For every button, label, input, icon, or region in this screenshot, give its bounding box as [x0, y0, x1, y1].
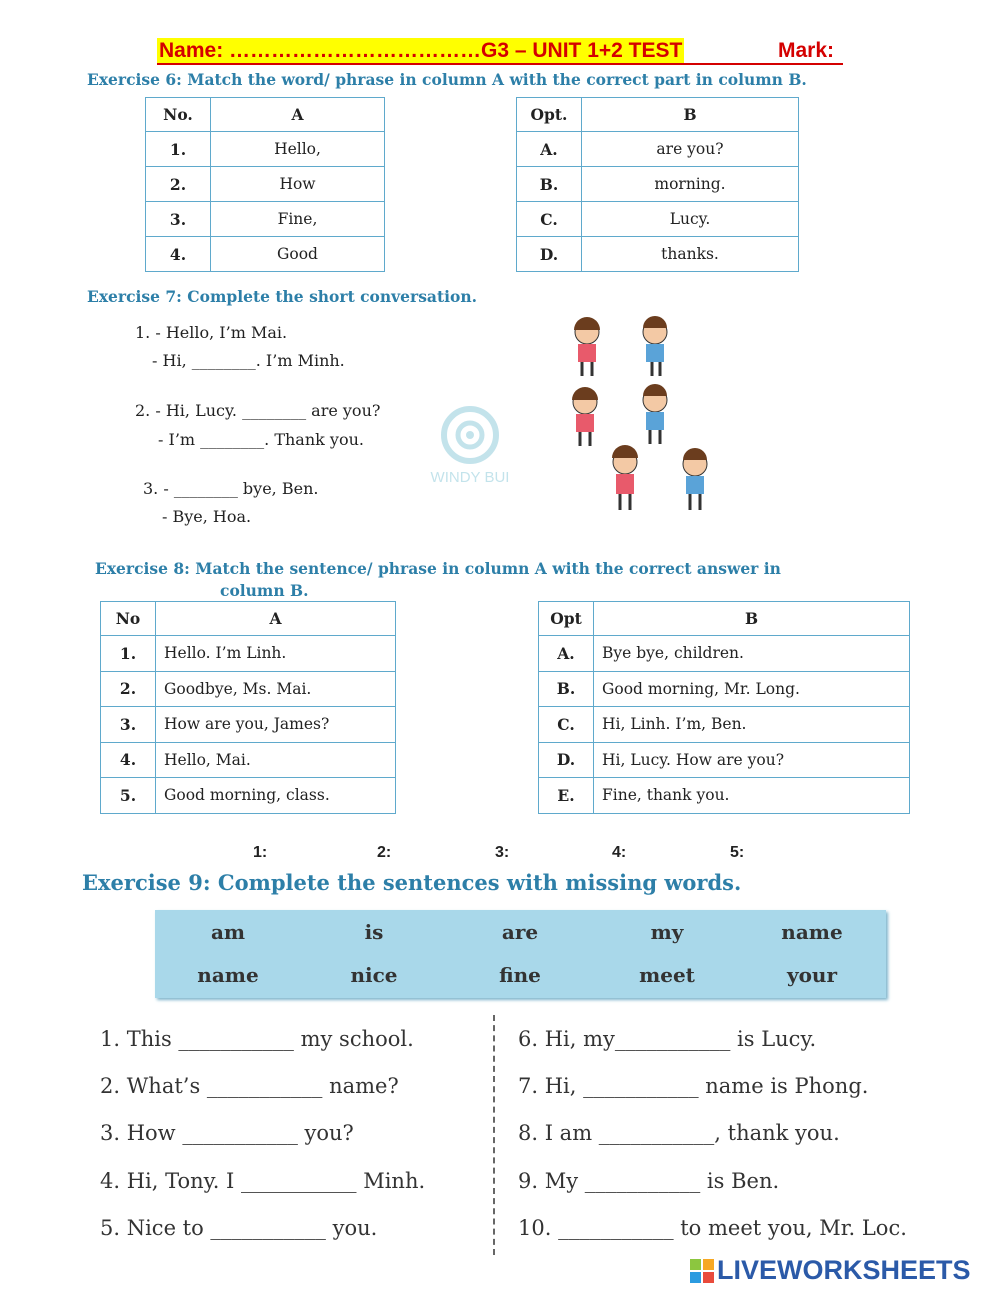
row-text: thanks.	[582, 237, 799, 272]
conversation-line: 3. - ________ bye, Ben.	[143, 479, 319, 498]
logo-text: LIVEWORKSHEETS	[717, 1255, 971, 1285]
word: your	[786, 963, 838, 987]
exercise-6-table-a	[145, 97, 385, 272]
column-header: A	[211, 98, 385, 132]
word: fine	[499, 963, 541, 987]
conversation-line: - Hi, ________. I’m Minh.	[152, 351, 345, 370]
row-text: Hi, Linh. I’m, Ben.	[594, 707, 910, 743]
table-row	[539, 778, 910, 814]
table-header-row	[101, 602, 396, 636]
watermark-logo	[425, 405, 515, 486]
exercise-6-table-b	[516, 97, 799, 272]
table-row	[517, 237, 799, 272]
answer-slot-3[interactable]: 3:	[495, 844, 510, 861]
row-text: are you?	[582, 132, 799, 167]
exercise-8-title: Exercise 8: Match the sentence/ phrase in column A with the correct answer in	[95, 559, 781, 578]
exercise-8-table-a	[100, 601, 396, 814]
row-number: 4.	[101, 742, 156, 778]
word: meet	[639, 963, 695, 987]
word: nice	[350, 963, 398, 987]
sentence-9: 9. My ___________ is Ben.	[518, 1169, 780, 1193]
table-row	[146, 237, 385, 272]
word: am	[210, 920, 246, 944]
children-illustration	[560, 312, 760, 542]
row-text: Fine, thank you.	[594, 778, 910, 814]
row-text: Good	[211, 237, 385, 272]
exercise-9-title: Exercise 9: Complete the sentences with missing words.	[82, 870, 742, 895]
table-header-row	[517, 98, 799, 132]
answer-slot-4[interactable]: 4:	[612, 844, 627, 861]
table-row	[517, 167, 799, 202]
row-number: D.	[517, 237, 582, 272]
row-number: E.	[539, 778, 594, 814]
exercise-7-title: Exercise 7: Complete the short conversation.	[87, 287, 478, 306]
row-number: A.	[517, 132, 582, 167]
sentence-5: 5. Nice to ___________ you.	[100, 1216, 378, 1240]
watermark-text: WINDY BUI	[430, 469, 510, 486]
column-header: B	[582, 98, 799, 132]
row-number: 3.	[146, 202, 211, 237]
row-number: 4.	[146, 237, 211, 272]
conversation-line: 1. - Hello, I’m Mai.	[135, 323, 288, 342]
row-text: Lucy.	[582, 202, 799, 237]
table-row	[101, 742, 396, 778]
table-row	[517, 202, 799, 237]
row-number: D.	[539, 742, 594, 778]
row-number: 1.	[146, 132, 211, 167]
answer-slot-1[interactable]: 1:	[253, 844, 268, 861]
row-text: Hi, Lucy. How are you?	[594, 742, 910, 778]
table-row	[101, 778, 396, 814]
table-row	[517, 132, 799, 167]
row-number: C.	[517, 202, 582, 237]
column-header: A	[156, 602, 396, 636]
word: name	[781, 920, 843, 944]
row-text: Fine,	[211, 202, 385, 237]
word: is	[364, 920, 384, 944]
sentence-8: 8. I am ___________, thank you.	[518, 1121, 840, 1145]
table-row	[146, 167, 385, 202]
row-text: Hello, Mai.	[156, 742, 396, 778]
row-number: 5.	[101, 778, 156, 814]
sentence-3: 3. How ___________ you?	[100, 1121, 354, 1145]
row-text: Good morning, Mr. Long.	[594, 671, 910, 707]
table-row	[146, 202, 385, 237]
row-text: How are you, James?	[156, 707, 396, 743]
row-number: B.	[539, 671, 594, 707]
table-row	[539, 636, 910, 672]
exercise-8-title-cont: column B.	[220, 581, 309, 600]
sentence-7: 7. Hi, ___________ name is Phong.	[518, 1074, 869, 1098]
liveworksheets-logo	[690, 1255, 971, 1286]
table-header-row	[146, 98, 385, 132]
sentence-1: 1. This ___________ my school.	[100, 1027, 414, 1051]
row-number: B.	[517, 167, 582, 202]
row-number: 3.	[101, 707, 156, 743]
row-number: 2.	[101, 671, 156, 707]
row-number: 2.	[146, 167, 211, 202]
column-divider	[493, 1015, 495, 1255]
header-title: Name: ………………………………G3 – UNIT 1+2 TEST	[159, 39, 683, 62]
table-row	[539, 707, 910, 743]
row-text: How	[211, 167, 385, 202]
conversation-line: 2. - Hi, Lucy. ________ are you?	[135, 401, 381, 420]
row-text: Goodbye, Ms. Mai.	[156, 671, 396, 707]
exercise-8-table-b	[538, 601, 910, 814]
answer-slot-5[interactable]: 5:	[730, 844, 745, 861]
sentence-4: 4. Hi, Tony. I ___________ Minh.	[100, 1169, 426, 1193]
table-row	[539, 671, 910, 707]
conversation-line: - I’m ________. Thank you.	[158, 430, 364, 449]
column-header: No.	[146, 98, 211, 132]
table-header-row	[539, 602, 910, 636]
conversation-line: - Bye, Hoa.	[162, 507, 252, 526]
column-header: B	[594, 602, 910, 636]
column-header: Opt.	[517, 98, 582, 132]
table-row	[101, 671, 396, 707]
table-row	[101, 707, 396, 743]
sentence-10: 10. ___________ to meet you, Mr. Loc.	[518, 1216, 907, 1240]
logo-icon	[690, 1259, 714, 1283]
table-row	[539, 742, 910, 778]
answer-slot-2[interactable]: 2:	[377, 844, 392, 861]
row-text: Hello,	[211, 132, 385, 167]
column-header: No	[101, 602, 156, 636]
row-text: Good morning, class.	[156, 778, 396, 814]
table-row	[146, 132, 385, 167]
row-text: morning.	[582, 167, 799, 202]
word: my	[650, 920, 684, 944]
mark-label: Mark:	[778, 39, 835, 62]
row-number: C.	[539, 707, 594, 743]
row-text: Bye bye, children.	[594, 636, 910, 672]
table-row	[101, 636, 396, 672]
row-number: 1.	[101, 636, 156, 672]
exercise-6-title: Exercise 6: Match the word/ phrase in column A with the correct part in column B.	[87, 70, 807, 89]
header-underline	[157, 63, 843, 65]
sentence-6: 6. Hi, my___________ is Lucy.	[518, 1027, 817, 1051]
row-number: A.	[539, 636, 594, 672]
row-text: Hello. I’m Linh.	[156, 636, 396, 672]
sentence-2: 2. What’s ___________ name?	[100, 1074, 399, 1098]
word: are	[501, 920, 539, 944]
word: name	[197, 963, 259, 987]
column-header: Opt	[539, 602, 594, 636]
word-bank	[155, 910, 886, 998]
